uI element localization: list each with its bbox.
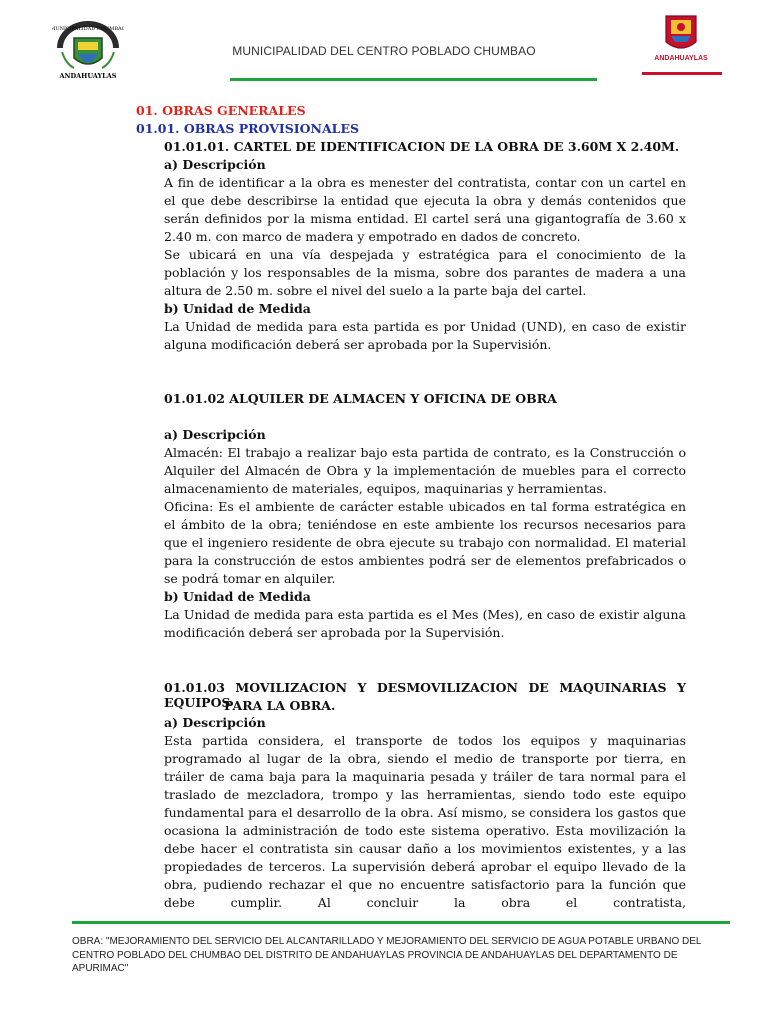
page-header-title: MUNICIPALIDAD DEL CENTRO POBLADO CHUMBAO — [232, 44, 536, 58]
item-unit-paragraph: La Unidad de medida para esta partida es el Mes (Mes), en caso de existir alguna modificación deberá ser aprobada por la Supervisión. — [164, 607, 686, 640]
item-title-010101: 01.01.01. CARTEL DE IDENTIFICACION DE LA OBRA DE 3.60M X 2.40M. — [164, 139, 680, 154]
item-desc-paragraph: Oficina: Es el ambiente de carácter estable ubicados en tal forma estratégica en el ámbito de la obra; teniéndose en este ambiente los recursos necesarios para que el ingeniero residente de obra ejecute su trabajo con normalidad. El material para la construcción de estos ambientes podrá ser de elementos prefabricados o se podrá tomar en alquiler. — [164, 499, 686, 586]
header-divider — [230, 78, 597, 81]
item-title-010103-cont: PARA LA OBRA. — [224, 698, 336, 713]
item-desc-heading: a) Descripción — [164, 427, 266, 442]
item-title-010102: 01.01.02 ALQUILER DE ALMACEN Y OFICINA DE OBRA — [164, 391, 557, 406]
item-desc-paragraph: A fin de identificar a la obra es menester del contratista, contar con un cartel en el que debe describirse la entidad que ejecuta la obra y demás contenidos que serán definidos por la misma entidad. El cartel será una gigantografía de 3.60 x 2.40 m. con marco de madera y empotrado en dados de concreto. — [164, 175, 686, 244]
item-unit-heading: b) Unidad de Medida — [164, 589, 311, 604]
item-unit-heading: b) Unidad de Medida — [164, 301, 311, 316]
section-heading-01: 01. OBRAS GENERALES — [136, 103, 306, 118]
seal-caption: ANDAHUAYLAS — [59, 72, 117, 80]
seal-ring-text: MUNICIPALIDAD CHUMBAO — [52, 26, 124, 32]
footer-divider — [72, 921, 730, 924]
item-desc-paragraph: Se ubicará en una vía despejada y estratégica para el conocimiento de la población y los responsables de la misma, sobre dos parantes de madera a una altura de 2.50 m. sobre el nivel del suelo a la parte baja del cartel. — [164, 247, 686, 298]
item-desc-heading: a) Descripción — [164, 715, 266, 730]
footer-project-name: OBRA: "MEJORAMIENTO DEL SERVICIO DEL ALCANTARILLADO Y MEJORAMIENTO DEL SERVICIO DE AGUA POTABLE URBANO DEL CENTRO POBLADO DEL CHUMBAO DEL DISTRITO DE ANDAHUAYLAS PROVINCIA DE ANDAHUAYLAS DEL DEPARTAMENTO DE APURIMAC" — [72, 936, 702, 974]
shield-caption: ANDAHUAYLAS — [654, 55, 708, 62]
item-desc-paragraph: Esta partida considera, el transporte de todos los equipos y maquinarias programado al lugar de la obra, siendo el medio de transporte por tierra, en tráiler de cama baja para la maquinaria pesada y tráiler de tara normal para el traslado de mezcladora, trompo y las herramientas, siendo todo este equipo fundamental para el desarrollo de la obra. Así mismo, se considera los gastos que ocasiona la administración de todo este sistema operativo. Esta movilización la debe hacer el contratista sin causar daño a los movimientos existentes, y a las propiedades de terceros. La supervisión deberá aprobar el equipo llevado de la obra, pudiendo rechazar el que no encuentre satisfactorio para la función que debe cumplir. Al concluir la obra el contratista, — [164, 733, 686, 910]
item-desc-paragraph: Almacén: El trabajo a realizar bajo esta partida de contrato, es la Construcción o Alquiler del Almacén de Obra y la implementación de muebles para el correcto almacenamiento de materiales, equipos, maquinarias y herramientas. — [164, 445, 686, 496]
andahuaylas-shield-logo — [642, 12, 720, 70]
right-logo-divider — [642, 72, 722, 75]
section-heading-0101: 01.01. OBRAS PROVISIONALES — [136, 121, 359, 136]
item-desc-heading: a) Descripción — [164, 157, 266, 172]
item-unit-paragraph: La Unidad de medida para esta partida es por Unidad (UND), en caso de existir alguna modificación deberá ser aprobada por la Supervisión. — [164, 319, 686, 352]
item-title-010103: 01.01.03 MOVILIZACION Y DESMOVILIZACION DE MAQUINARIAS Y EQUIPOS — [164, 680, 686, 710]
